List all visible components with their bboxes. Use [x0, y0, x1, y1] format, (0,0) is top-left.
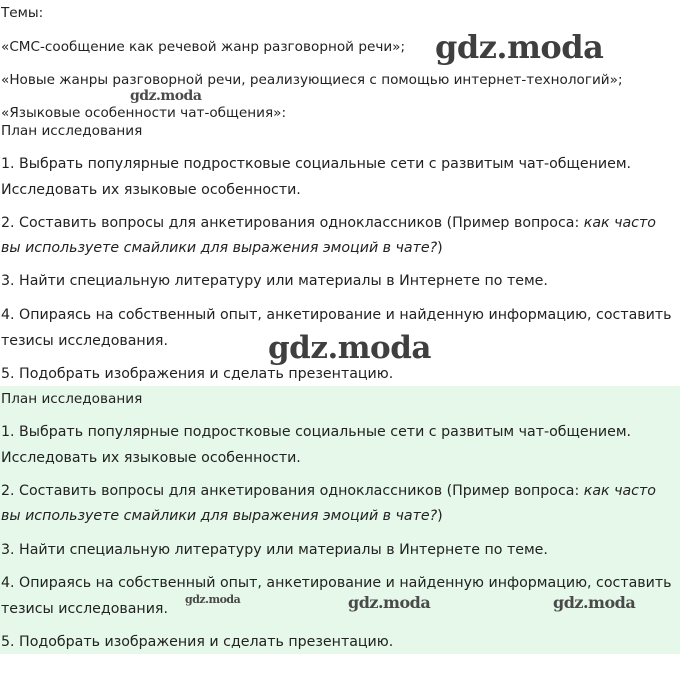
plan-step-1-highlighted: 1. Выбрать популярные подростковые социальные сети с развитым чат-общением. [1, 424, 632, 440]
plan-step-3: 3. Найти специальную литературу или материалы в Интернете по теме. [1, 273, 548, 289]
plan-step-2-close-paren: ) [437, 240, 443, 256]
plan-step-2-example-highlighted: как часто [583, 483, 656, 499]
watermark-logo-bottom-center: gdz.moda [348, 593, 431, 612]
topic-item-1: «СМС-сообщение как речевой жанр разговорной речи»; [1, 39, 406, 55]
topics-label: Темы: [1, 5, 44, 21]
plan-step-1-continued-highlighted: Исследовать их языковые особенности. [1, 450, 301, 466]
plan-title: План исследования [1, 123, 143, 139]
plan-step-2-example-continued: вы используете смайлики для выражения эмоций в чате? [1, 240, 438, 256]
plan-step-1: 1. Выбрать популярные подростковые социальные сети с развитым чат-общением. [1, 156, 632, 172]
plan-step-2-continued [1, 240, 443, 257]
plan-step-2-text: 2. Составить вопросы для анкетирования одноклассников (Пример вопроса: [1, 215, 584, 231]
plan-step-4: 4. Опираясь на собственный опыт, анкетирование и найденную информацию, составить [1, 307, 672, 323]
plan-step-2-highlighted [1, 483, 656, 500]
plan-step-1-continued: Исследовать их языковые особенности. [1, 182, 301, 198]
plan-step-2 [1, 215, 656, 232]
watermark-logo-tiny: gdz.moda [185, 593, 241, 606]
watermark-logo-bottom-right: gdz.moda [553, 593, 636, 612]
watermark-logo: gdz.moda [435, 28, 604, 66]
plan-step-5: 5. Подобрать изображения и сделать презентацию. [1, 366, 394, 382]
plan-step-2-example: как часто [583, 215, 656, 231]
watermark-logo-center: gdz.moda [268, 330, 431, 366]
topic-item-2: «Новые жанры разговорной речи, реализующиеся с помощью интернет-технологий»; [1, 72, 623, 88]
plan-step-2-continued-highlighted [1, 508, 443, 525]
plan-step-5-highlighted: 5. Подобрать изображения и сделать презентацию. [1, 634, 394, 650]
plan-step-4-highlighted: 4. Опираясь на собственный опыт, анкетирование и найденную информацию, составить [1, 575, 672, 591]
watermark-logo-small: gdz.moda [130, 88, 202, 104]
plan-step-4-continued-highlighted: тезисы исследования. [1, 601, 168, 617]
plan-step-3-highlighted: 3. Найти специальную литературу или материалы в Интернете по теме. [1, 542, 548, 558]
plan-step-2-text-highlighted: 2. Составить вопросы для анкетирования одноклассников (Пример вопроса: [1, 483, 584, 499]
plan-title-highlighted: План исследования [1, 391, 143, 407]
plan-step-2-example-continued-highlighted: вы используете смайлики для выражения эмоций в чате? [1, 508, 438, 524]
plan-step-4-continued: тезисы исследования. [1, 333, 168, 349]
topic-item-3: «Языковые особенности чат-общения»: [1, 105, 287, 121]
plan-step-2-close-paren-highlighted: ) [437, 508, 443, 524]
